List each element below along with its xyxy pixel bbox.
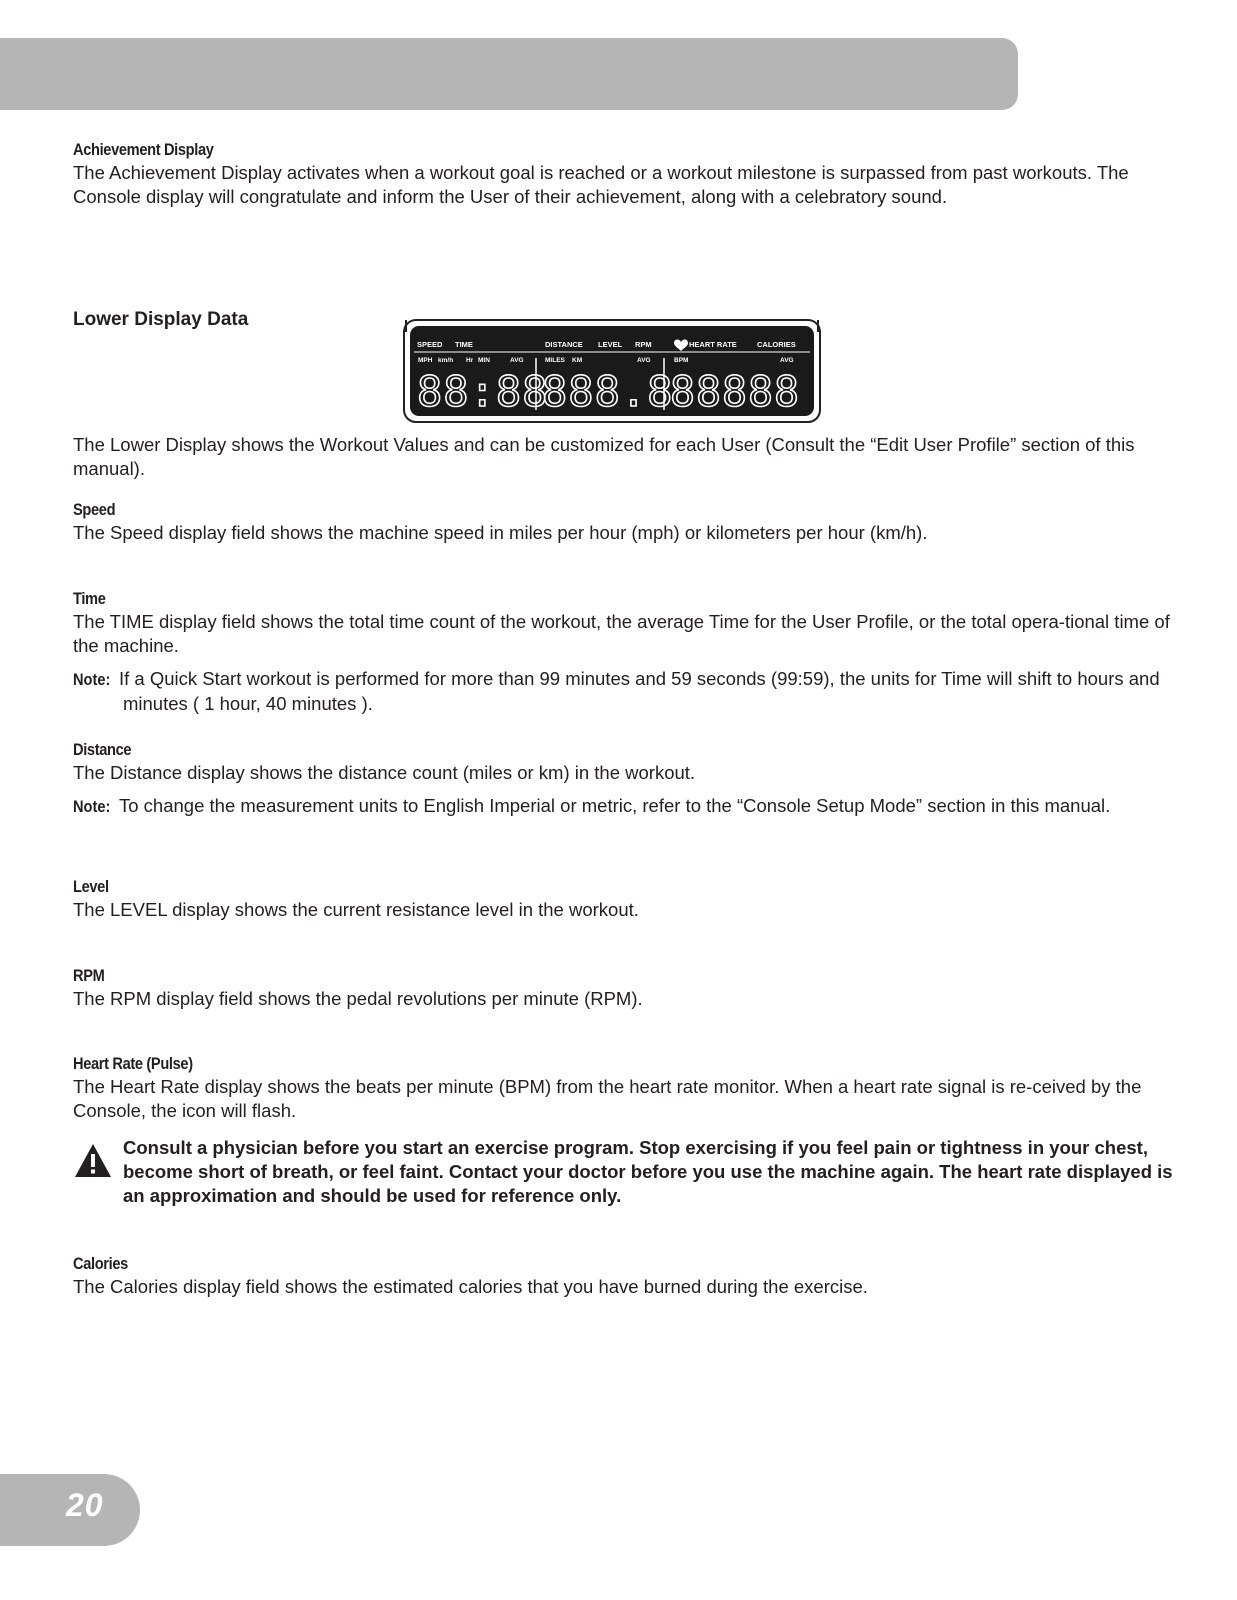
page-number: 20: [66, 1487, 104, 1523]
section-body: The RPM display field shows the pedal revolutions per minute (RPM).: [73, 988, 643, 1009]
section-speed: [73, 499, 1173, 545]
section-heading: Distance: [73, 740, 132, 759]
lcd-sub-min: MIN: [478, 357, 490, 364]
lcd-label-level: LEVEL: [598, 340, 623, 349]
section-heading: Lower Display Data: [73, 309, 249, 330]
section-body: The TIME display field shows the total time count of the workout, the average Time for the User Profile, or the total opera-tional time of the machine.: [73, 611, 1170, 656]
section-heading: Calories: [73, 1254, 128, 1273]
lcd-segment-distance: 888.8: [542, 367, 674, 416]
section-achievement: [73, 139, 1173, 209]
note-text: To change the measurement units to English Imperial or metric, refer to the “Console Setup Mode” section in this manual.: [119, 795, 1111, 816]
lcd-label-speed: SPEED: [417, 340, 443, 349]
section-body: The Lower Display shows the Workout Values and can be customized for each User (Consult the “Edit User Profile” section of this manual).: [73, 434, 1135, 479]
lcd-label-rpm: RPM: [635, 340, 652, 349]
section-heading: Achievement Display: [73, 140, 214, 159]
lcd-sub-avg: AVG: [780, 357, 794, 364]
section-distance: [73, 739, 1173, 819]
lcd-sub-hr: Hr: [466, 357, 474, 364]
lcd-label-time: TIME: [455, 340, 473, 349]
lcd-segment-heart: 88888: [670, 367, 800, 416]
section-heading: Level: [73, 877, 109, 896]
lcd-sub-avg: AVG: [637, 357, 651, 364]
lcd-label-distance: DISTANCE: [545, 340, 583, 349]
section-body: The Achievement Display activates when a workout goal is reached or a workout milestone is surpassed from past workouts. The Console display will congratulate and inform the User of their achievement, along with a celebratory sound.: [73, 162, 1129, 207]
lcd-sub-km: KM: [572, 357, 583, 364]
note: [73, 794, 1173, 819]
lcd-display-illustration: [402, 318, 822, 424]
section-body: The Heart Rate display shows the beats per minute (BPM) from the heart rate monitor. When a heart rate signal is re-ceived by the Console, the icon will flash.: [73, 1076, 1142, 1121]
lcd-label-calories: CALORIES: [757, 340, 796, 349]
lcd-sub-kmh: km/h: [438, 357, 454, 364]
section-calories: [73, 1253, 1173, 1299]
section-heading: RPM: [73, 966, 105, 985]
section-time: [73, 588, 1173, 716]
warning-callout: [73, 1136, 1173, 1208]
warning-triangle-icon: [73, 1142, 113, 1180]
section-lower-display-body: [73, 433, 1173, 481]
section-heading: Heart Rate (Pulse): [73, 1054, 193, 1073]
lcd-sub-mph: MPH: [418, 357, 433, 364]
header-band: [0, 38, 1018, 110]
section-heart-rate: [73, 1053, 1173, 1123]
section-rpm: [73, 965, 1173, 1011]
warning-text: Consult a physician before you start an exercise program. Stop exercising if you feel pain or tightness in your chest, become short of breath, or feel faint. Contact your doctor before you use the machine again. The heart rate displayed is an approximation and should be used for reference only.: [123, 1137, 1173, 1206]
note-text: If a Quick Start workout is performed for more than 99 minutes and 59 seconds (99:59), the units for Time will shift to hours and minutes ( 1 hour, 40 minutes ).: [119, 668, 1160, 714]
lcd-segment-time: 88:88: [417, 367, 549, 416]
note-label: Note:: [73, 797, 111, 816]
lcd-sub-miles: MILES: [545, 357, 565, 364]
note: [73, 667, 1173, 716]
section-heading: Speed: [73, 500, 116, 519]
page-number-tab: [0, 1474, 140, 1546]
section-level: [73, 876, 1173, 922]
section-body: The Distance display shows the distance count (miles or km) in the workout.: [73, 762, 696, 783]
section-heading: Time: [73, 589, 106, 608]
lcd-sub-bpm: BPM: [674, 357, 689, 364]
section-body: The LEVEL display shows the current resistance level in the workout.: [73, 899, 639, 920]
section-body: The Calories display field shows the estimated calories that you have burned during the exercise.: [73, 1276, 868, 1297]
note-label: Note:: [73, 670, 111, 689]
lcd-label-heart-rate: HEART RATE: [689, 340, 737, 349]
section-body: The Speed display field shows the machine speed in miles per hour (mph) or kilometers per hour (km/h).: [73, 522, 928, 543]
lcd-sub-avg: AVG: [510, 357, 524, 364]
section-lower-display: [73, 308, 373, 332]
